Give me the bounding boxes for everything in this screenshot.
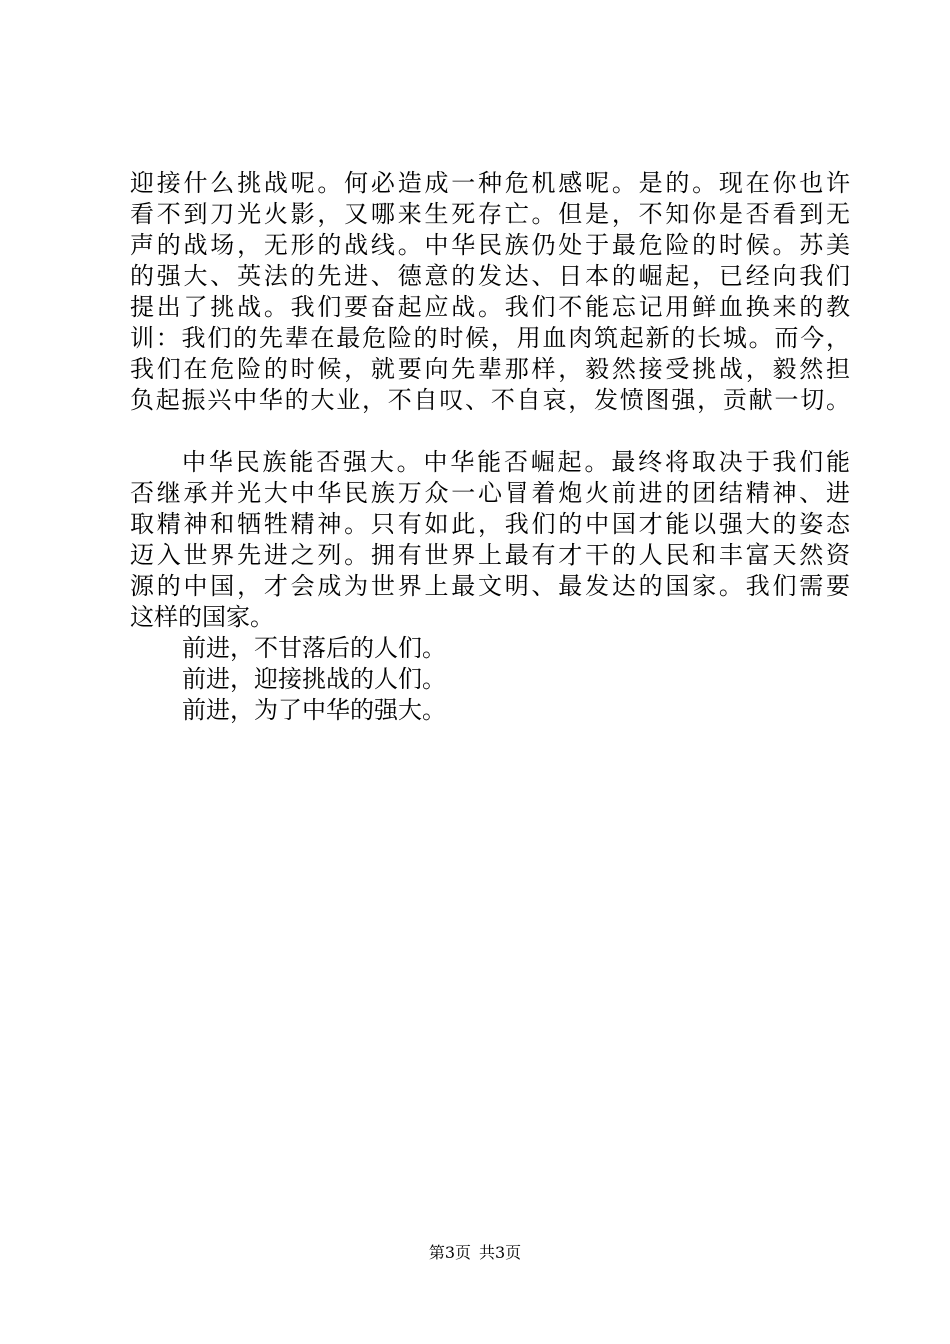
text-line: 看不到刀光火影，又哪来生死存亡。但是，不知你是否看到无	[130, 200, 850, 228]
document-body	[130, 168, 850, 726]
closing-lines	[130, 633, 850, 726]
page-total: 共3页	[479, 1243, 522, 1262]
closing-line: 前进，迎接挑战的人们。	[182, 665, 446, 693]
closing-line: 前进，不甘落后的人们。	[182, 634, 446, 662]
text-line: 否继承并光大中华民族万众一心冒着炮火前进的团结精神、进	[130, 479, 850, 507]
text-line: 我们在危险的时候，就要向先辈那样，毅然接受挑战，毅然担	[130, 355, 850, 383]
text-line: 取精神和牺牲精神。只有如此，我们的中国才能以强大的姿态	[130, 510, 850, 538]
paragraph-1	[130, 168, 850, 416]
text-line: 迈入世界先进之列。拥有世界上最有才干的人民和丰富天然资	[130, 541, 850, 569]
text-line: 中华民族能否强大。中华能否崛起。最终将取决于我们能	[182, 448, 850, 476]
text-line: 这样的国家。	[130, 603, 274, 631]
closing-line: 前进，为了中华的强大。	[182, 696, 446, 724]
text-line: 的强大、英法的先进、德意的发达、日本的崛起，已经向我们	[130, 262, 850, 290]
page-number: 第3页	[428, 1243, 471, 1262]
text-line: 提出了挑战。我们要奋起应战。我们不能忘记用鲜血换来的教	[130, 293, 850, 321]
text-line: 训：我们的先辈在最危险的时候，用血肉筑起新的长城。而今，	[130, 324, 850, 352]
paragraph-2	[130, 447, 850, 633]
text-line: 源的中国，才会成为世界上最文明、最发达的国家。我们需要	[130, 572, 850, 600]
page-footer	[0, 1243, 950, 1263]
text-line: 声的战场，无形的战线。中华民族仍处于最危险的时候。苏美	[130, 231, 850, 259]
paragraph-gap	[130, 416, 850, 447]
text-line: 迎接什么挑战呢。何必造成一种危机感呢。是的。现在你也许	[130, 169, 850, 197]
text-line: 负起振兴中华的大业，不自叹、不自哀，发愤图强，贡献一切。	[130, 386, 850, 414]
